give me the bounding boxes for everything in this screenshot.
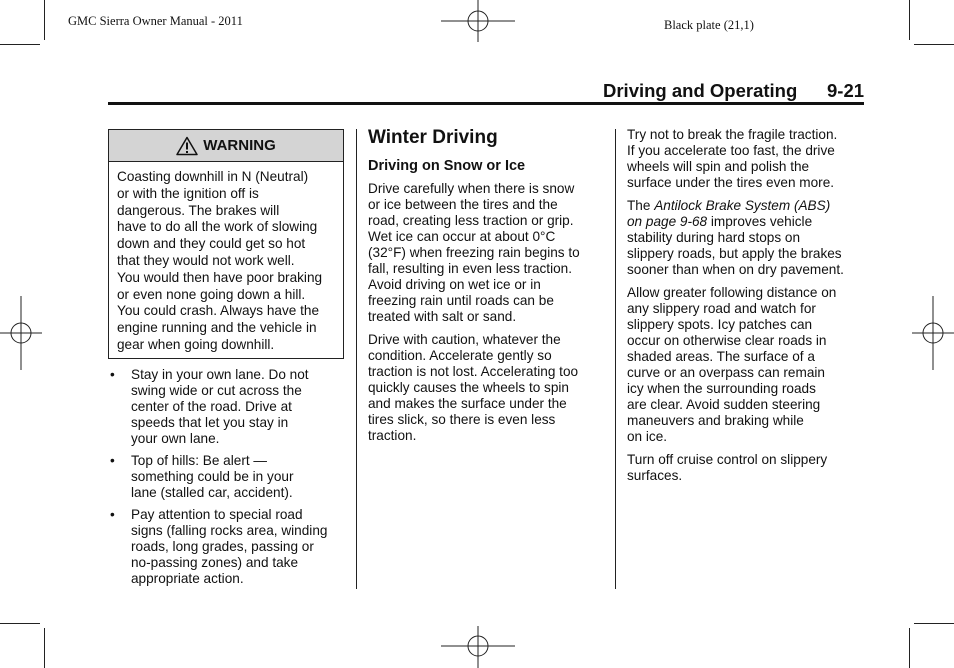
text-line: Try not to break the fragile traction. <box>627 127 838 142</box>
crop-mark <box>44 0 45 40</box>
text-line: surfaces. <box>627 468 683 483</box>
text-line: (32°F) when freezing rain begins to <box>368 245 580 260</box>
bullet-mark: • <box>110 453 115 468</box>
text-line: stability during hard stops on <box>627 230 801 245</box>
bullet-line: Top of hills: Be alert — <box>131 453 267 468</box>
abs-prefix: The <box>627 198 655 213</box>
column-divider <box>356 129 357 589</box>
subsection-title: Driving on Snow or Ice <box>368 158 526 174</box>
text-line: and makes the surface under the <box>368 396 567 411</box>
warning-line: dangerous. The brakes will <box>117 202 280 218</box>
text-line <box>627 214 867 230</box>
paragraph <box>368 181 608 325</box>
page-number: 9-21 <box>827 80 865 101</box>
crop-mark <box>914 623 954 624</box>
warning-line: engine running and the vehicle in <box>117 320 317 336</box>
text-line: Drive with caution, whatever the <box>368 332 561 347</box>
text-line: slippery roads, but apply the brakes <box>627 246 842 261</box>
text-line: condition. Accelerate gently so <box>368 348 552 363</box>
text-line: road, creating less traction or grip. <box>368 213 574 228</box>
plate-label: Black plate (21,1) <box>664 18 754 32</box>
list-item <box>108 507 348 587</box>
section-heading: Driving and Operating <box>603 80 798 101</box>
paragraph <box>627 127 867 191</box>
abs-reference-link[interactable]: Antilock Brake System (ABS) <box>654 198 831 213</box>
paragraph <box>627 452 867 484</box>
exclamation-icon <box>176 136 198 156</box>
text-line: slippery spots. Icy patches can <box>627 317 813 332</box>
crop-mark <box>44 628 45 668</box>
list-item <box>108 453 348 501</box>
text-line: shaded areas. The surface of a <box>627 349 815 364</box>
bullet-line: Pay attention to special road <box>131 507 303 522</box>
text-line: Wet ice can occur at about 0°C <box>368 229 556 244</box>
text-line: fall, resulting in even less traction. <box>368 261 573 276</box>
text-line: surface under the tires even more. <box>627 175 835 190</box>
text-line: are clear. Avoid sudden steering <box>627 397 821 412</box>
warning-line: You would then have poor braking <box>117 269 323 285</box>
bullet-line: no-passing zones) and take <box>131 555 299 570</box>
text-line: curve or an overpass can remain <box>627 365 825 380</box>
abs-page-reference-link[interactable]: on page 9-68 <box>627 214 708 229</box>
paragraph <box>627 198 867 278</box>
text-line: Turn off cruise control on slippery <box>627 452 828 467</box>
text-line: treated with salt or sand. <box>368 309 517 324</box>
text-line: If you accelerate too fast, the drive <box>627 143 835 158</box>
text-line: quickly causes the wheels to spin <box>368 380 569 395</box>
bullet-line: your own lane. <box>131 431 220 446</box>
text-line: traction is not lost. Accelerating too <box>368 364 579 379</box>
bullet-mark: • <box>110 367 115 382</box>
bullet-line: lane (stalled car, accident). <box>131 485 293 500</box>
warning-line: gear when going downhill. <box>117 336 275 352</box>
text-line: Allow greater following distance on <box>627 285 837 300</box>
warning-line: You could crash. Always have the <box>117 303 320 319</box>
crop-mark <box>0 623 40 624</box>
registration-mark-bottom <box>441 626 515 668</box>
right-column <box>627 127 867 491</box>
bullet-mark: • <box>110 507 115 522</box>
text-line: icy when the surrounding roads <box>627 381 816 396</box>
section-title: Winter Driving <box>368 127 498 148</box>
text-line: or ice between the tires and the <box>368 197 558 212</box>
bullet-line: roads, long grades, passing or <box>131 539 314 554</box>
paragraph <box>368 332 608 444</box>
bullet-line: Stay in your own lane. Do not <box>131 367 309 382</box>
text-line: Drive carefully when there is snow <box>368 181 575 196</box>
warning-header <box>109 130 343 162</box>
bullet-line: swing wide or cut across the <box>131 383 302 398</box>
header-rule <box>108 102 864 105</box>
crop-mark <box>909 628 910 668</box>
crop-mark <box>909 0 910 40</box>
bullet-list <box>108 367 348 593</box>
bullet-line: signs (falling rocks area, winding <box>131 523 328 538</box>
warning-label: WARNING <box>203 137 276 154</box>
warning-line: have to do all the work of slowing <box>117 219 318 235</box>
text-line: Avoid driving on wet ice or in <box>368 277 541 292</box>
text-line: any slippery road and watch for <box>627 301 816 316</box>
registration-mark-right <box>912 296 954 370</box>
warning-line: that they would not work well. <box>117 252 295 268</box>
warning-line: or even none going down a hill. <box>117 286 306 302</box>
text-line: freezing rain until roads can be <box>368 293 554 308</box>
text-line: on ice. <box>627 429 668 444</box>
warning-line: down and they could get so hot <box>117 236 306 252</box>
column-divider <box>615 129 616 589</box>
registration-mark-top <box>441 0 515 42</box>
manual-title: GMC Sierra Owner Manual - 2011 <box>68 14 243 28</box>
registration-mark-left <box>0 296 42 370</box>
text-line <box>627 198 867 214</box>
text-line: occur on otherwise clear roads in <box>627 333 827 348</box>
crop-mark <box>914 44 954 45</box>
list-item <box>108 367 348 447</box>
warning-box <box>108 129 344 359</box>
text-line: traction. <box>368 428 417 443</box>
text-line: sooner than when on dry pavement. <box>627 262 844 277</box>
warning-text <box>109 162 343 354</box>
warning-line: Coasting downhill in N (Neutral) <box>117 169 309 184</box>
text-line: tires slick, so there is even less <box>368 412 556 427</box>
paragraph <box>627 285 867 445</box>
bullet-line: center of the road. Drive at <box>131 399 292 414</box>
bullet-line: appropriate action. <box>131 571 244 586</box>
bullet-line: something could be in your <box>131 469 294 484</box>
middle-column <box>368 127 608 451</box>
abs-suffix: improves vehicle <box>707 214 813 229</box>
crop-mark <box>0 44 40 45</box>
text-line: maneuvers and braking while <box>627 413 804 428</box>
text-line: wheels will spin and polish the <box>627 159 810 174</box>
warning-line: or with the ignition off is <box>117 185 259 201</box>
bullet-line: speeds that let you stay in <box>131 415 289 430</box>
